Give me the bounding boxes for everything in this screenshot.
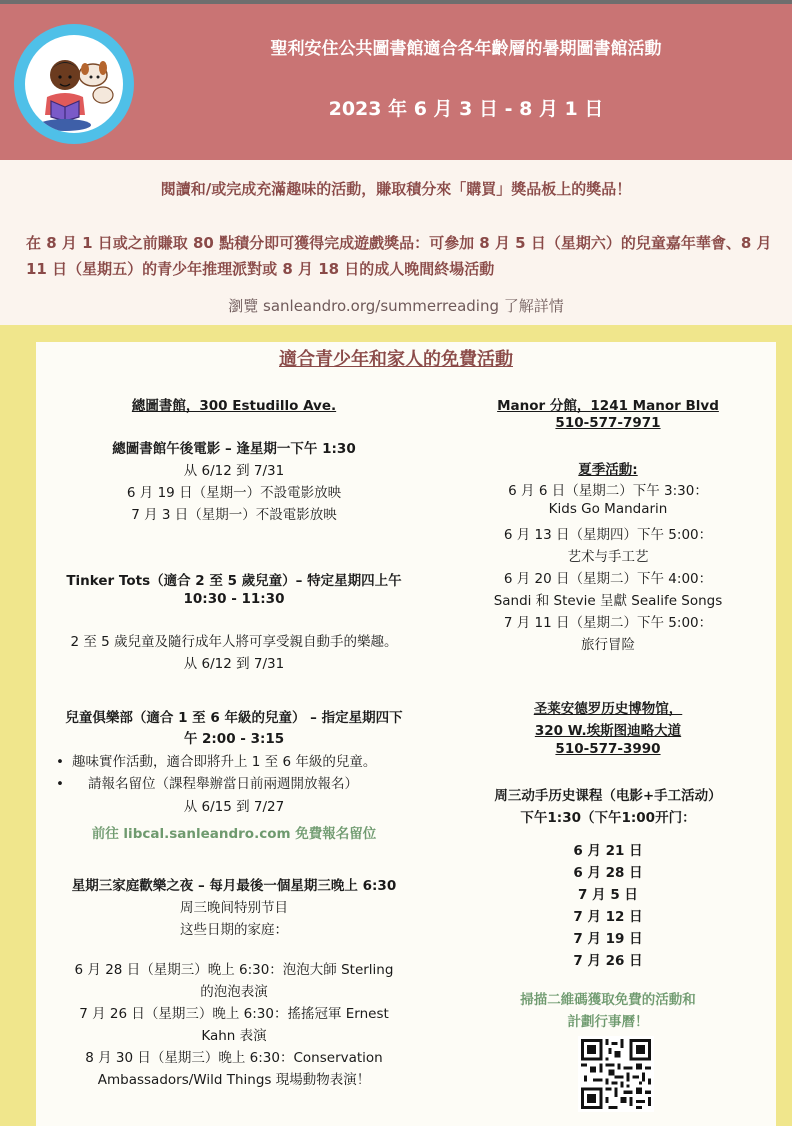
summer-event-4a: 7 月 11 日（星期二）下午 5:00：	[503, 615, 713, 631]
header-dates: 2023 年 6 月 3 日 - 8 月 1 日	[328, 98, 604, 120]
family-sub-1: 周三晚间特别节目	[180, 900, 288, 916]
history-date-2: 6 月 28 日	[573, 865, 643, 881]
family-event-2a: 7 月 26 日（星期三）晚上 6:30：搖搖冠軍 Ernest	[79, 1006, 389, 1022]
museum-phone[interactable]: 510-577-3990	[555, 741, 661, 757]
family-night-title: 星期三家庭歡樂之夜 – 每月最後一個星期三晚上 6:30	[71, 878, 397, 894]
summer-event-3a: 6 月 20 日（星期二）下午 4:00：	[503, 571, 713, 587]
wed-history-time: 下午1:30（下午1:00开门：	[520, 810, 696, 826]
scan-qr-line-2: 計劃行事曆！	[567, 1014, 649, 1030]
history-date-4: 7 月 12 日	[573, 909, 643, 925]
history-date-6: 7 月 26 日	[573, 953, 643, 969]
club-title: 兒童俱樂部（適合 1 至 6 年級的兒童） – 指定星期四下	[65, 710, 403, 726]
intro-link[interactable]: 瀏覽 sanleandro.org/summerreading 了解詳情	[228, 297, 564, 315]
tinker-title: Tinker Tots（適合 2 至 5 歲兒童）– 特定星期四上午	[66, 573, 402, 589]
manor-branch-address: Manor 分館，1241 Manor Blvd	[497, 398, 719, 414]
intro-line-1: 閱讀和/或完成充滿趣味的活動，賺取積分來「購買」獎品板上的獎品！	[160, 180, 632, 198]
wed-history-title: 周三动手历史课程（电影+手工活动）	[494, 788, 722, 804]
club-bullet-2: • 請報名留位（課程舉辦當日前兩週開放報名）	[56, 776, 358, 792]
main-library-address: 總圖書館，300 Estudillo Ave.	[131, 398, 337, 414]
intro-line-2: 在 8 月 1 日或之前賺取 80 點積分即可獲得完成遊戲獎品：可參加 8 月 5 日（星期六）的兒童嘉年華會、8 月 11 日（星期五）的青少年推理派對或 8 月 18 日的成人晚間終場活動	[26, 234, 772, 278]
movie-no-show-1: 6 月 19 日（星期一）不設電影放映	[126, 485, 342, 501]
museum-address: 320 W.埃斯图迪略大道	[534, 723, 682, 739]
museum-name: 圣莱安德罗历史博物馆，	[533, 701, 683, 717]
summer-event-3b: Sandi 和 Stevie 呈獻 Sealife Songs	[493, 593, 723, 609]
history-date-1: 6 月 21 日	[573, 843, 643, 859]
summer-activities-heading: 夏季活動:	[578, 462, 638, 478]
summer-event-1b: Kids Go Mandarin	[548, 501, 668, 517]
movie-title: 總圖書館午後電影 – 逢星期一下午 1:30	[112, 441, 356, 457]
tinker-range: 从 6/12 到 7/31	[183, 656, 285, 672]
panel-title: 適合青少年和家人的免費活動	[279, 349, 513, 370]
summer-event-2b: 艺术与手工艺	[567, 549, 649, 565]
qr-code[interactable]	[578, 1036, 654, 1112]
club-bullet-1: • 趣味實作活動，適合即將升上 1 至 6 年級的兒童。	[56, 754, 377, 770]
signup-link[interactable]: 前往 libcal.sanleandro.com 免費報名留位	[91, 826, 377, 842]
left-column	[36, 0, 432, 1126]
movie-range: 从 6/12 到 7/31	[183, 463, 285, 479]
family-event-2b: Kahn 表演	[201, 1028, 267, 1044]
history-date-5: 7 月 19 日	[573, 931, 643, 947]
right-column	[430, 0, 786, 1126]
summer-event-2a: 6 月 13 日（星期四）下午 5:00：	[503, 527, 713, 543]
family-event-3a: 8 月 30 日（星期三）晚上 6:30：Conservation	[85, 1050, 383, 1066]
tinker-time: 10:30 - 11:30	[183, 591, 285, 607]
scan-qr-line-1: 掃描二維碼獲取免費的活動和	[520, 992, 696, 1008]
club-time: 午 2:00 - 3:15	[183, 731, 285, 747]
tinker-desc: 2 至 5 歲兒童及隨行成年人將可享受親自動手的樂趣。	[70, 634, 398, 650]
family-sub-2: 这些日期的家庭：	[180, 922, 288, 938]
manor-phone[interactable]: 510-577-7971	[555, 415, 661, 431]
header-title: 聖利安住公共圖書館適合各年齡層的暑期圖書館活動	[270, 39, 662, 59]
club-range: 从 6/15 到 7/27	[183, 799, 285, 815]
summer-event-4b: 旅行冒险	[581, 637, 635, 653]
family-event-1a: 6 月 28 日（星期三）晚上 6:30：泡泡大師 Sterling	[74, 962, 394, 978]
movie-no-show-2: 7 月 3 日（星期一）不設電影放映	[131, 507, 337, 523]
history-date-3: 7 月 5 日	[578, 887, 638, 903]
summer-event-1a: 6 月 6 日（星期二）下午 3:30：	[508, 483, 708, 499]
family-event-3b: Ambassadors/Wild Things 現場動物表演！	[97, 1072, 371, 1088]
family-event-1b: 的泡泡表演	[200, 984, 268, 1000]
